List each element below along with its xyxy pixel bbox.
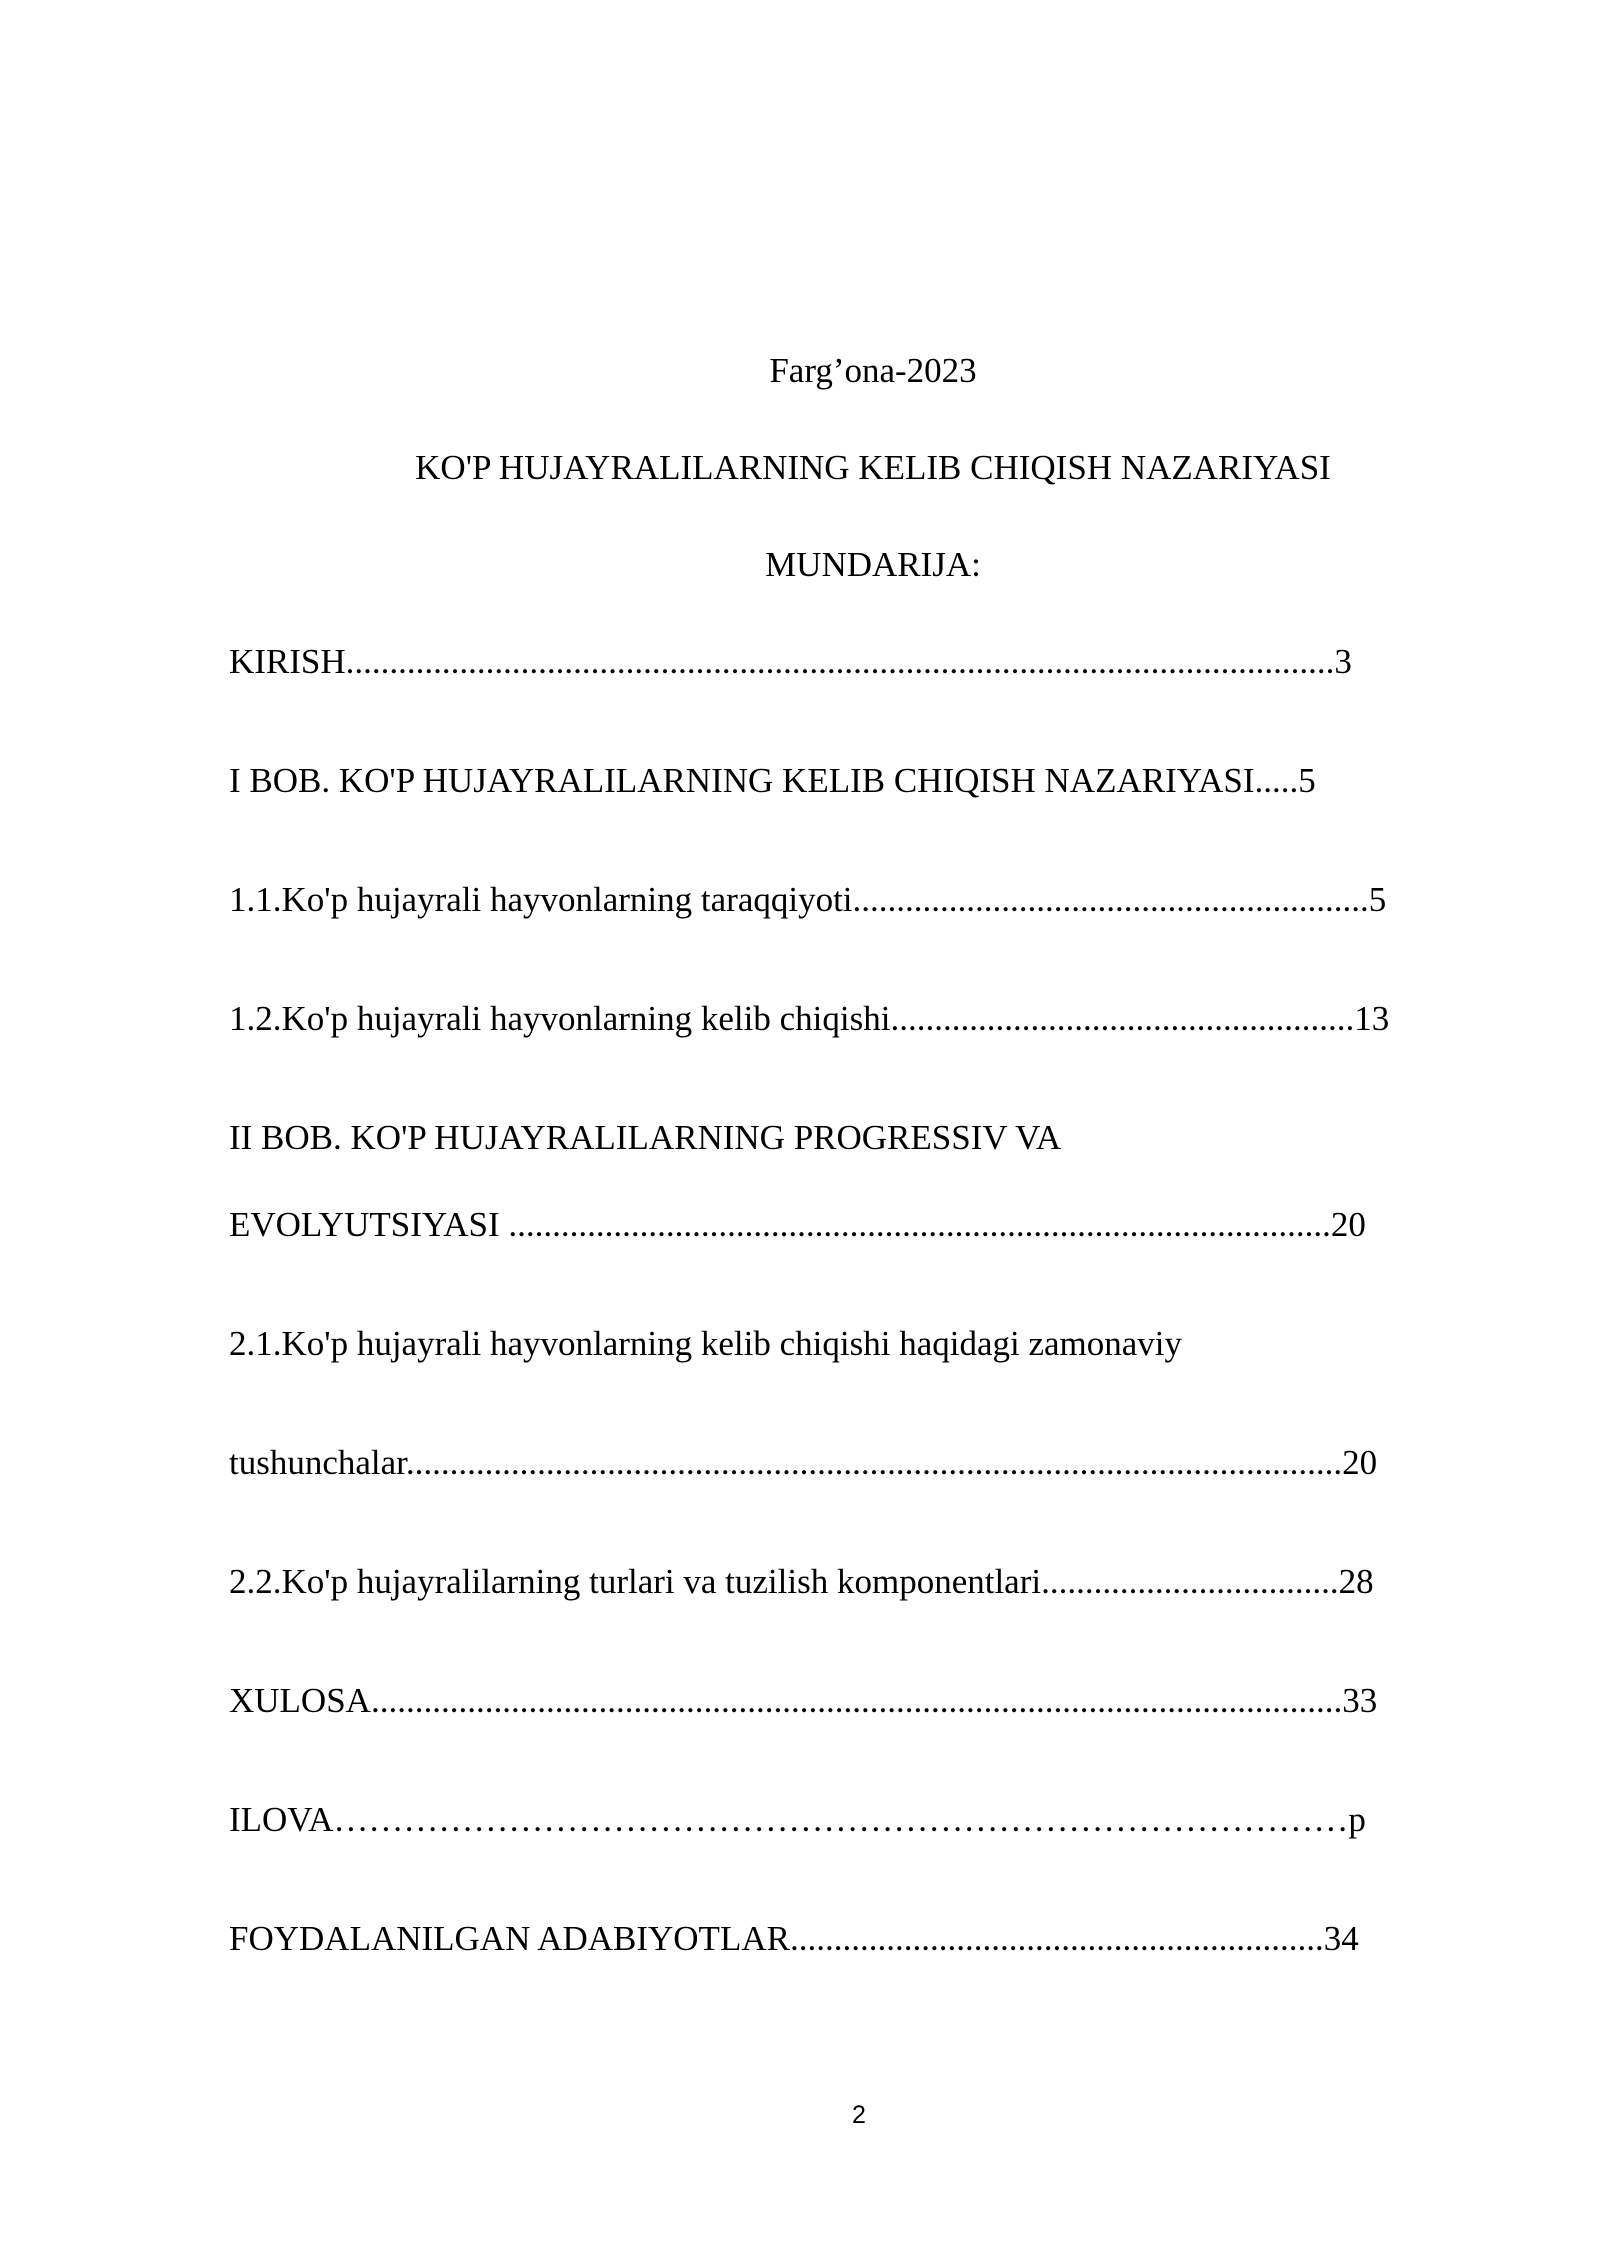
toc-entry-chapter-1: I BOB. KO'P HUJAYRALILARNING KELIB CHIQISH NAZARIYASI.....5 xyxy=(229,761,1316,800)
toc-entry-section-1-2: 1.2.Ko'p hujayrali hayvonlarning kelib chiqishi.....................................................13 xyxy=(229,999,1390,1038)
toc-entry-chapter-2-line-1: II BOB. KO'P HUJAYRALILARNING PROGRESSIV VA xyxy=(229,1118,1062,1157)
toc-entry-xulosa: XULOSA...............................................................................................................33 xyxy=(229,1681,1378,1720)
toc-entry-section-2-2: 2.2.Ko'p hujayralilarning turlari va tuzilish komponentlari..................................28 xyxy=(229,1562,1374,1601)
toc-entry-ilova: ILOVA……………………………………………………………………………p xyxy=(229,1800,1366,1839)
toc-entry-kirish: KIRISH.................................................................................................................3 xyxy=(229,642,1352,681)
document-title: KO'P HUJAYRALILARNING KELIB CHIQISH NAZARIYASI xyxy=(415,448,1331,487)
toc-entry-chapter-2-line-2: EVOLYUTSIYASI ..............................................................................................20 xyxy=(229,1205,1366,1244)
contents-heading: MUNDARIJA: xyxy=(765,545,981,584)
toc-entry-references: FOYDALANILGAN ADABIYOTLAR.............................................................34 xyxy=(229,1919,1359,1958)
toc-entry-section-2-1-line-1: 2.1.Ko'p hujayrali hayvonlarning kelib chiqishi haqidagi zamonaviy xyxy=(229,1324,1183,1363)
page-number: 2 xyxy=(852,2101,866,2129)
toc-entry-section-2-1-line-2: tushunchalar...........................................................................................................20 xyxy=(229,1443,1378,1482)
place-year: Farg’ona-2023 xyxy=(769,351,977,390)
toc-entry-section-1-1: 1.1.Ko'p hujayrali hayvonlarning taraqqiyoti...........................................................5 xyxy=(229,880,1387,919)
